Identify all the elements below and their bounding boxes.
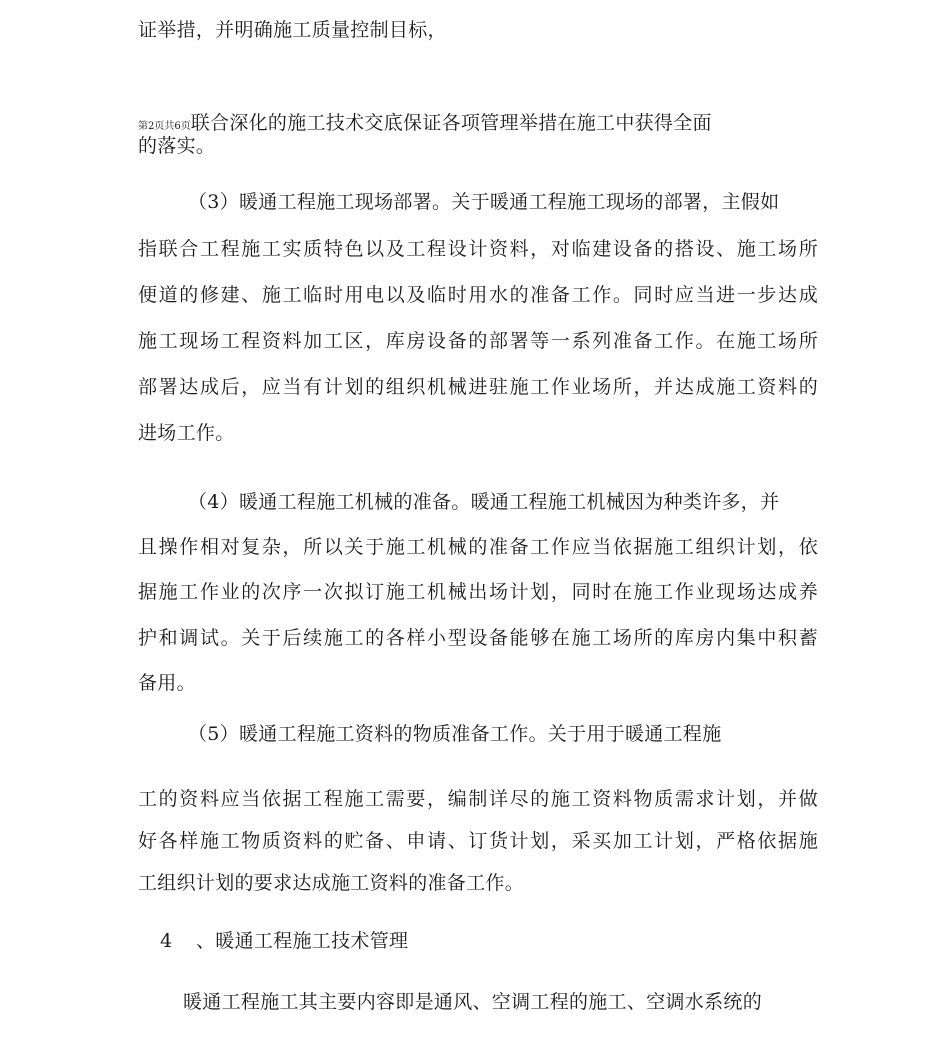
paragraph-3-line-5: 部署达成后，应当有计划的组织机械进驻施工作业场所，并达成施工资料的 (138, 376, 818, 398)
paragraph-5-line-2: 工的资料应当依据工程施工需要，编制详尽的施工资料物质需求计划，并做 (138, 788, 818, 810)
paragraph-3-line-6: 进场工作。 (138, 422, 235, 444)
paragraph-4-line-5: 备用。 (138, 672, 196, 694)
paragraph-5-line-4: 工组织计划的要求达成施工资料的准备工作。 (138, 872, 525, 894)
paragraph-4-line-3: 据施工作业的次序一次拟订施工机械出场计划，同时在施工作业现场达成养 (138, 581, 818, 603)
paragraph-3-line-4: 施工现场工程资料加工区，库房设备的部署等一系列准备工作。在施工场所 (138, 330, 818, 352)
page-marker: 第2页共6页 (138, 121, 191, 132)
text-line-with-page-marker (138, 111, 712, 139)
paragraph-3-line-3: 便道的修建、施工临时用电以及临时用水的准备工作。同时应当进一步达成 (138, 284, 818, 306)
paragraph-5-line-3: 好各样施工物质资料的贮备、申请、订货计划，采买加工计划，严格依据施 (138, 830, 818, 852)
paragraph-4-line-2: 且操作相对复杂，所以关于施工机械的准备工作应当依据施工组织计划，依 (138, 536, 818, 558)
paragraph-3-line-2: 指联合工程施工实质特色以及工程设计资料，对临建设备的搭设、施工场所 (138, 238, 818, 260)
paragraph-4-line-4: 护和调试。关于后续施工的各样小型设备能够在施工场所的库房内集中积蓄 (138, 627, 818, 649)
section-heading: 、暖通工程施工技术管理 (196, 930, 409, 952)
section-number: 4 (160, 930, 173, 952)
text-line: 的落实。 (138, 135, 216, 157)
paragraph-3-line-1: （3）暖通工程施工现场部署。关于暖通工程施工现场的部署，主假如 (188, 191, 780, 213)
paragraph-4-line-1: （4）暖通工程施工机械的准备。暖通工程施工机械因为种类许多，并 (188, 491, 780, 513)
paragraph-6-line-1: 暖通工程施工其主要内容即是通风、空调工程的施工、空调水系统的 (183, 991, 763, 1013)
paragraph-5-line-1: （5）暖通工程施工资料的物质准备工作。关于用于暖通工程施 (188, 723, 722, 745)
text-line: 证举措，并明确施工质量控制目标， (138, 19, 447, 41)
text-segment: 联合深化的施工技术交底保证各项管理举措在施工中获得全面 (190, 112, 712, 134)
